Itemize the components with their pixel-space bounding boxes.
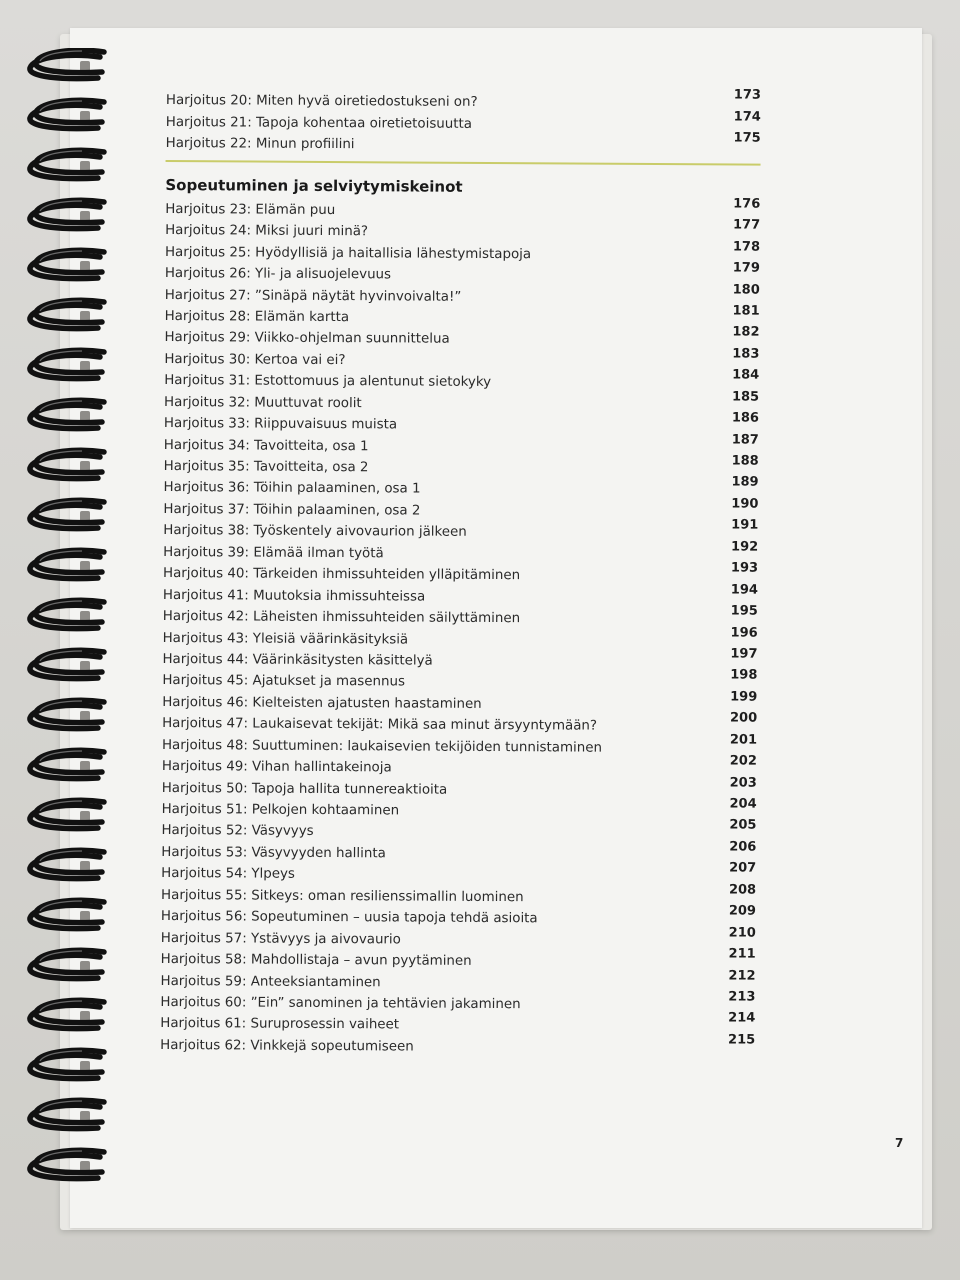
toc-entry <box>162 689 757 714</box>
toc-entry <box>160 989 755 1014</box>
toc-entry-page: 214 <box>728 1010 756 1026</box>
toc-entry-page: 203 <box>729 775 757 791</box>
section-divider <box>166 160 761 166</box>
coil-loop <box>30 400 104 428</box>
toc-entry-page: 182 <box>732 324 760 341</box>
toc-entry <box>164 454 759 479</box>
toc-entry-page: 208 <box>728 882 757 898</box>
toc-entry-title: Harjoitus 54: Ylpeys <box>161 866 295 883</box>
toc-entry-page: 198 <box>730 667 758 683</box>
coil-loop <box>30 50 104 78</box>
toc-entry-title: Harjoitus 52: Väsyvyys <box>161 823 314 840</box>
toc-entry-title: Harjoitus 58: Mahdollistaja – avun pyytäminen <box>160 952 472 969</box>
toc-entry-page: 183 <box>732 346 760 362</box>
toc-entry-page: 205 <box>729 817 757 834</box>
toc-entry <box>162 797 757 822</box>
toc-entry-page: 192 <box>731 539 759 555</box>
toc-entry-title: Harjoitus 25: Hyödyllisiä ja haitallisia lähestymistapoja <box>164 244 532 262</box>
toc-entry-title: Harjoitus 30: Kertoa vai ei? <box>164 351 346 368</box>
toc-entry-page: 197 <box>730 646 758 662</box>
toc-entry <box>163 625 758 650</box>
toc-entry <box>164 389 759 414</box>
toc-entry <box>165 303 760 328</box>
section-heading: Sopeutuminen ja selviytymiskeinot <box>165 176 463 197</box>
toc-entry <box>164 346 759 371</box>
toc-entry-title: Harjoitus 27: ”Sinäpä näytät hyvinvoivalta!” <box>164 287 462 305</box>
toc-entry-title: Harjoitus 26: Yli- ja alisuojelevuus <box>164 266 392 283</box>
toc-entry-page: 213 <box>728 989 756 1005</box>
toc-entry-page: 210 <box>728 925 756 941</box>
toc-entry-title: Harjoitus 20: Miten hyvä oiretiedostukseni on? <box>165 93 478 111</box>
toc-entry <box>164 432 759 457</box>
toc-entry-title: Harjoitus 21: Tapoja kohentaa oiretietoisuutta <box>165 114 473 132</box>
coil-loop <box>30 450 104 478</box>
coil-loop <box>30 850 104 878</box>
toc-entry <box>160 1011 755 1036</box>
coil-loop <box>30 1150 104 1178</box>
coil-loop <box>30 700 104 728</box>
coil-loop <box>30 200 104 228</box>
toc-entry-page: 211 <box>728 946 756 962</box>
toc-entry <box>164 411 759 436</box>
toc-entry-title: Harjoitus 50: Tapoja hallita tunnereaktioita <box>161 780 448 798</box>
toc-entry <box>163 539 758 564</box>
toc-entry-page: 199 <box>730 689 758 705</box>
spiral-binding <box>12 48 122 1218</box>
coil-loop <box>30 150 104 178</box>
toc-entry <box>162 711 757 736</box>
table-of-contents <box>160 88 761 1057</box>
toc-top-list <box>166 88 761 156</box>
toc-entry-page: 193 <box>730 560 759 576</box>
toc-entry-page: 207 <box>729 860 757 876</box>
toc-section-list <box>160 196 760 1057</box>
toc-entry-page: 191 <box>731 517 759 533</box>
toc-entry <box>163 496 758 521</box>
toc-entry <box>162 754 757 779</box>
coil-loop <box>30 750 104 778</box>
toc-entry <box>160 968 755 993</box>
toc-entry-page: 190 <box>731 496 759 512</box>
toc-entry <box>166 131 761 156</box>
coil-loop <box>30 350 104 378</box>
toc-entry-title: Harjoitus 29: Viikko-ohjelman suunnittelua <box>164 330 450 348</box>
toc-entry-page: 186 <box>731 410 760 426</box>
toc-entry-title: Harjoitus 57: Ystävyys ja aivovaurio <box>160 930 401 948</box>
toc-entry <box>160 1032 755 1057</box>
toc-entry-title: Harjoitus 39: Elämää ilman työtä <box>163 544 384 562</box>
toc-entry-title: Harjoitus 36: Töihin palaaminen, osa 1 <box>163 480 421 497</box>
toc-entry-page: 175 <box>733 130 761 146</box>
toc-entry-title: Harjoitus 22: Minun profiilini <box>165 136 355 153</box>
toc-entry <box>164 475 759 500</box>
coil-loop <box>30 900 104 928</box>
toc-entry-title: Harjoitus 40: Tärkeiden ihmissuhteiden ylläpitäminen <box>162 566 521 584</box>
toc-entry <box>165 218 760 243</box>
toc-entry <box>163 561 758 586</box>
toc-entry-title: Harjoitus 35: Tavoitteita, osa 2 <box>163 458 369 476</box>
coil-loop <box>30 600 104 628</box>
toc-entry-page: 202 <box>729 753 757 769</box>
toc-entry-title: Harjoitus 62: Vinkkejä sopeutumiseen <box>160 1037 414 1055</box>
toc-entry-title: Harjoitus 37: Töihin palaaminen, osa 2 <box>163 501 421 519</box>
toc-entry <box>163 518 758 543</box>
toc-entry-title: Harjoitus 53: Väsyvyyden hallinta <box>161 844 386 862</box>
coil-loop <box>30 250 104 278</box>
toc-entry-title: Harjoitus 48: Suuttuminen: laukaisevien tekijöiden tunnistaminen <box>161 737 603 756</box>
toc-entry-title: Harjoitus 28: Elämän kartta <box>164 308 350 326</box>
toc-entry <box>161 904 756 929</box>
toc-entry-title: Harjoitus 55: Sitkeys: oman resilienssimallin luominen <box>161 887 524 905</box>
toc-entry <box>161 861 756 886</box>
toc-entry-page: 212 <box>728 967 756 984</box>
toc-entry-page: 189 <box>731 474 759 491</box>
toc-entry-title: Harjoitus 42: Läheisten ihmissuhteiden säilyttäminen <box>162 609 521 627</box>
page-number: 7 <box>895 1136 904 1150</box>
toc-entry <box>164 368 759 393</box>
toc-entry-title: Harjoitus 56: Sopeutuminen – uusia tapoja tehdä asioita <box>160 909 538 927</box>
toc-entry-page: 184 <box>732 367 760 383</box>
toc-entry-page: 201 <box>729 732 758 748</box>
toc-entry-page: 173 <box>733 87 762 104</box>
coil-loop <box>30 1050 104 1078</box>
toc-entry <box>162 668 757 693</box>
toc-entry-title: Harjoitus 34: Tavoitteita, osa 1 <box>163 437 369 454</box>
toc-entry-page: 176 <box>733 196 761 212</box>
toc-entry-page: 209 <box>728 903 757 919</box>
coil-loop <box>30 550 104 578</box>
coil-loop <box>30 100 104 128</box>
toc-entry-title: Harjoitus 31: Estottomuus ja alentunut sietokyky <box>164 373 492 391</box>
toc-entry-title: Harjoitus 32: Muuttuvat roolit <box>164 394 362 411</box>
toc-entry-title: Harjoitus 41: Muutoksia ihmissuhteissa <box>162 587 426 605</box>
toc-entry <box>165 239 760 264</box>
toc-entry-title: Harjoitus 60: ”Ein” sanominen ja tehtävien jakaminen <box>160 994 521 1013</box>
toc-entry-title: Harjoitus 23: Elämän puu <box>165 201 336 218</box>
toc-entry-page: 195 <box>730 603 758 619</box>
toc-entry <box>161 947 756 972</box>
coil-loop <box>30 500 104 528</box>
toc-entry <box>166 109 761 134</box>
toc-entry-page: 177 <box>732 217 761 233</box>
toc-entry-title: Harjoitus 45: Ajatukset ja masennus <box>162 673 405 690</box>
coil-loop <box>30 1000 104 1028</box>
toc-entry-page: 196 <box>730 624 758 641</box>
toc-entry-title: Harjoitus 51: Pelkojen kohtaaminen <box>161 801 400 819</box>
toc-entry <box>161 818 756 843</box>
coil-loop <box>30 650 104 678</box>
toc-entry-page: 185 <box>731 389 760 405</box>
toc-entry-title: Harjoitus 59: Anteeksiantaminen <box>160 973 381 990</box>
toc-entry <box>162 646 757 671</box>
toc-entry-page: 204 <box>729 796 757 812</box>
toc-entry <box>164 325 759 350</box>
toc-entry <box>162 775 757 800</box>
toc-entry-title: Harjoitus 43: Yleisiä väärinkäsityksiä <box>162 630 409 647</box>
toc-entry <box>162 732 757 757</box>
coil-loop <box>30 300 104 328</box>
toc-entry-title: Harjoitus 61: Suruprosessin vaiheet <box>160 1016 400 1033</box>
toc-entry <box>163 604 758 629</box>
toc-entry-title: Harjoitus 33: Riippuvaisuus muista <box>163 416 398 433</box>
toc-entry <box>161 925 756 950</box>
toc-entry-page: 215 <box>728 1032 756 1048</box>
toc-entry-page: 194 <box>730 582 758 598</box>
toc-entry-page: 180 <box>732 281 760 298</box>
toc-entry-page: 187 <box>731 432 759 448</box>
toc-entry <box>163 582 758 607</box>
toc-entry <box>161 882 756 907</box>
toc-entry-page: 206 <box>729 839 757 855</box>
toc-entry-title: Harjoitus 49: Vihan hallintakeinoja <box>161 759 392 776</box>
toc-entry <box>165 196 760 221</box>
toc-entry <box>165 282 760 307</box>
toc-entry <box>166 88 761 113</box>
toc-entry-page: 179 <box>732 260 760 276</box>
toc-entry-title: Harjoitus 44: Väärinkäsitysten käsittelyä <box>162 651 433 669</box>
coil-loop <box>30 1100 104 1128</box>
toc-entry-page: 200 <box>729 710 758 726</box>
toc-entry-page: 174 <box>733 109 761 125</box>
toc-entry <box>161 839 756 864</box>
toc-entry-page: 181 <box>732 303 760 319</box>
coil-loop <box>30 800 104 828</box>
toc-entry <box>165 261 760 286</box>
toc-entry-title: Harjoitus 38: Työskentely aivovaurion jälkeen <box>163 523 467 541</box>
toc-entry-page: 178 <box>732 239 761 255</box>
coil-loop <box>30 950 104 978</box>
toc-entry-title: Harjoitus 47: Laukaisevat tekijät: Mikä saa minut ärsyyntymään? <box>162 716 598 734</box>
toc-entry-page: 188 <box>731 453 759 469</box>
toc-entry-title: Harjoitus 46: Kielteisten ajatusten haastaminen <box>162 694 482 712</box>
toc-entry-title: Harjoitus 24: Miksi juuri minä? <box>165 223 369 240</box>
